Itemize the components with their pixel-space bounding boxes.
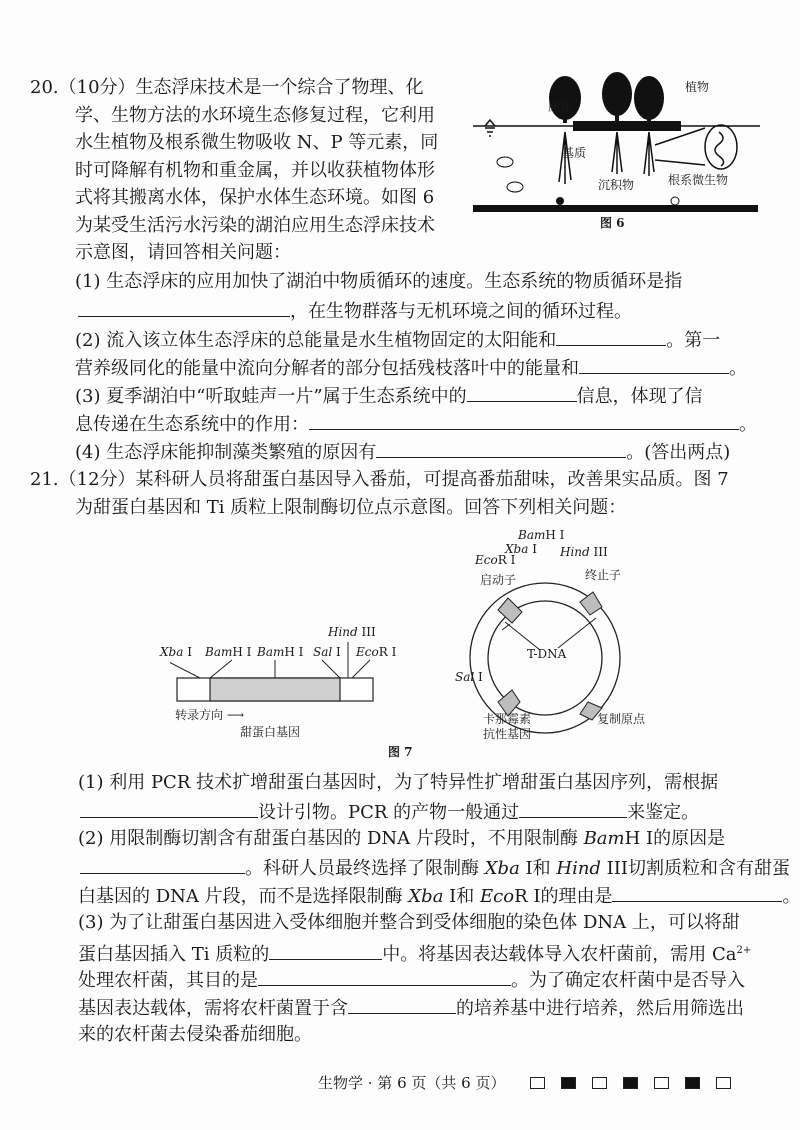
answer-blank[interactable] xyxy=(309,411,739,430)
kanamycin-label: 卡那霉素 xyxy=(483,712,532,726)
resistance-gene-label: 抗性基因 xyxy=(483,727,532,741)
answer-blank[interactable] xyxy=(519,799,627,818)
answer-blank[interactable] xyxy=(78,298,290,317)
tdna-label: T-DNA xyxy=(527,647,567,661)
site-sal: Sal I xyxy=(313,645,341,659)
q20-intro-text: 学、生物方法的水环境生态修复过程，它利用 xyxy=(75,105,435,126)
q20-intro-text: 示意图，请回答相关问题： xyxy=(75,242,291,263)
question-number: 21. xyxy=(30,469,59,490)
q21-part3: (3) 为了让甜蛋白基因进入受体细胞并整合到受体细胞的染色体 DNA 上，可以将甜 xyxy=(78,912,740,933)
plasmid-site-sal: Sal I xyxy=(455,670,483,684)
plants xyxy=(549,72,664,123)
site-eco: EcoR I xyxy=(356,645,397,659)
q20-intro-text: 为某受生活污水污染的湖泊应用生态浮床技术 xyxy=(75,215,435,236)
enzyme-name: Xba xyxy=(484,858,520,879)
answer-blank[interactable] xyxy=(556,327,666,346)
terminator-label: 终止子 xyxy=(585,568,622,582)
q21-intro-text: 某科研人员将甜蛋白基因导入番茄，可提高番茄甜味，改善果实品质。图 7 xyxy=(135,469,729,490)
q21-part1-cont xyxy=(80,799,699,825)
text: 。 xyxy=(739,414,757,435)
answer-blank[interactable] xyxy=(376,439,626,458)
q21-part2 xyxy=(78,827,725,851)
gene-label: 甜蛋白基因 xyxy=(240,725,301,739)
superscript: 2+ xyxy=(736,945,752,956)
text: 。第一 xyxy=(666,330,721,351)
origin-label: 复制原点 xyxy=(597,712,646,726)
text: (3) 夏季湖泊中“听取蛙声一片”属于生态系统中的 xyxy=(75,386,467,407)
text: 息传递在生态系统中的作用： xyxy=(75,414,309,435)
answer-blank[interactable] xyxy=(258,967,511,986)
q20-intro-text: 时可降解有机物和重金属，并以收获植物体形 xyxy=(75,160,435,181)
text: 蛋白基因插入 Ti 质粒的 xyxy=(78,944,270,965)
enzyme-name: Eco xyxy=(480,886,515,907)
q20-part3-cont xyxy=(75,411,757,437)
label-bed: 床体 xyxy=(548,100,573,114)
text: 中。将基因表达载体导入农杆菌前，需用 Ca xyxy=(382,944,737,965)
figure-6-caption: 图 6 xyxy=(600,216,625,230)
q20-first-line xyxy=(30,76,424,100)
text: 处理农杆菌，其目的是 xyxy=(78,970,258,991)
bed-body xyxy=(573,121,681,131)
q20-intro-text: 生态浮床技术是一个综合了物理、化 xyxy=(135,77,424,98)
q21-intro-text: 为甜蛋白基因和 Ti 质粒上限制酶切位点示意图。回答下列相关问题： xyxy=(75,497,627,518)
site-bam-1: BamH I xyxy=(205,645,252,659)
text: ，在生物群落与无机环境之间的循环过程。 xyxy=(290,301,632,322)
site-xba: Xba I xyxy=(160,645,192,659)
figure-7-caption: 图 7 xyxy=(388,745,413,759)
q20-part2 xyxy=(75,327,720,353)
q20-intro-text: 水生植物及根系微生物吸收 N、P 等元素，同 xyxy=(75,132,439,153)
plasmid-site-bam: BamH I xyxy=(518,528,565,542)
text: 。科研人员最终选择了限制酶 xyxy=(245,858,485,879)
q21-part3-cont4: 来的农杆菌去侵染番茄细胞。 xyxy=(78,1024,312,1045)
text: 信息，体现了信 xyxy=(576,386,703,407)
question-score: （12分） xyxy=(58,469,136,490)
question-score: （10分） xyxy=(58,77,136,98)
q20-part3 xyxy=(75,383,703,409)
q20-part2-cont xyxy=(75,355,747,381)
page-footer: 生物学 · 第 6 页（共 6 页） xyxy=(318,1074,506,1092)
transcription-direction: 转录方向 ⟶ xyxy=(175,708,245,722)
text: 设计引物。PCR 的产物一般通过 xyxy=(258,802,520,823)
text: 的培养基中进行培养，然后用筛选出 xyxy=(456,998,744,1019)
answer-blank[interactable] xyxy=(80,799,258,818)
answer-blank[interactable] xyxy=(80,855,245,874)
q20-part4 xyxy=(75,439,730,465)
text: (2) 用限制酶切割含有甜蛋白基因的 DNA 片段时，不用限制酶 xyxy=(78,828,584,849)
plasmid-site-eco: EcoR I xyxy=(475,553,516,567)
q21-part2-cont xyxy=(80,855,790,881)
label-plant: 植物 xyxy=(685,80,710,94)
text: 。为了确定农杆菌中是否导入 xyxy=(511,970,745,991)
answer-blank[interactable] xyxy=(348,995,456,1014)
text: 。 xyxy=(782,886,800,907)
text: I和 xyxy=(519,858,557,879)
text: 基因表达载体，需将农杆菌置于含 xyxy=(78,998,348,1019)
answer-blank[interactable] xyxy=(467,383,577,402)
plasmid-site-xba: Xba I xyxy=(505,542,537,556)
text: 。 xyxy=(729,358,747,379)
lake-bottom xyxy=(473,205,758,212)
text: (2) 流入该立体生态浮床的总能量是水生植物固定的太阳能和 xyxy=(75,330,557,351)
label-matrix: 基质 xyxy=(562,146,587,160)
answer-blank[interactable] xyxy=(269,941,382,960)
q21-part1: (1) 利用 PCR 技术扩增甜蛋白基因时，为了特异性扩增甜蛋白基因序列，需根据 xyxy=(78,772,719,793)
enzyme-name: Bam xyxy=(583,828,625,849)
enzyme-name: Hind xyxy=(556,858,601,879)
q21-first-line xyxy=(30,468,729,492)
label-root-microbe: 根系微生物 xyxy=(668,173,729,187)
question-number: 20. xyxy=(30,77,59,98)
q21-part3-cont2 xyxy=(78,967,745,993)
text: I和 xyxy=(443,886,480,907)
text: III切割质粒和含有甜蛋 xyxy=(600,858,791,879)
site-hind: Hind III xyxy=(328,625,376,639)
enzyme-name: Xba xyxy=(408,886,444,907)
text: (4) 生态浮床能抑制藻类繁殖的原因有 xyxy=(75,442,377,463)
q21-part3-cont xyxy=(78,939,751,967)
promoter-label: 启动子 xyxy=(480,573,517,587)
q20-intro-text: 式将其搬离水体，保护水体生态环境。如图 6 xyxy=(75,187,435,208)
text: 白基因的 DNA 片段，而不是选择限制酶 xyxy=(78,886,409,907)
label-sediment: 沉积物 xyxy=(598,178,635,192)
text: 来鉴定。 xyxy=(627,802,700,823)
answer-blank[interactable] xyxy=(579,355,729,374)
site-bam-2: BamH I xyxy=(257,645,304,659)
plasmid-site-hind: Hind III xyxy=(560,545,608,559)
text: 营养级同化的能量中流向分解者的部分包括残枝落叶中的能量和 xyxy=(75,358,579,379)
text: 。(答出两点) xyxy=(626,442,731,463)
q21-part3-cont3 xyxy=(78,995,744,1021)
answer-blank[interactable] xyxy=(612,883,782,902)
alignment-marks xyxy=(530,1071,747,1095)
figure-6-floating-bed xyxy=(465,70,765,240)
text: R I的理由是 xyxy=(514,886,613,907)
text: H I的原因是 xyxy=(624,828,726,849)
q20-part1: (1) 生态浮床的应用加快了湖泊中物质循环的速度。生态系统的物质循环是指 xyxy=(75,271,683,292)
q20-part1-cont xyxy=(78,298,632,324)
q21-part2-cont2 xyxy=(78,883,800,909)
